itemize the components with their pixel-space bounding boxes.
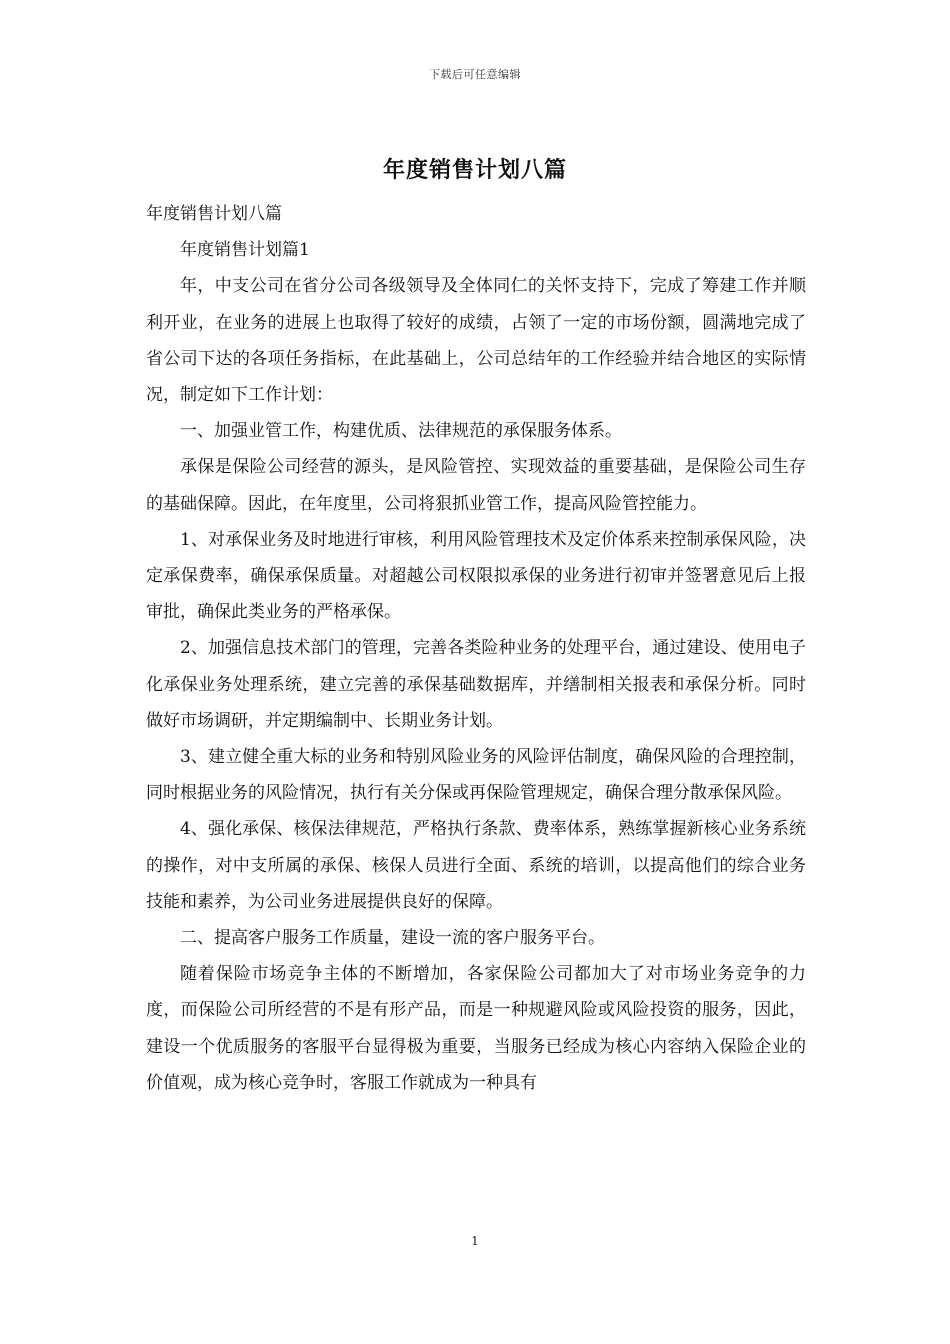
paragraph-subtitle: 年度销售计划八篇 — [146, 204, 282, 224]
header-note: 下载后可任意编辑 — [429, 68, 521, 81]
paragraph-item-1: 1、对承保业务及时地进行审核，利用风险管理技术及定价体系来控制承保风险，决定承保费率，确保承保质量。对超越公司权限拟承保的业务进行初审并签署意见后上报审批，确保此类业务的严格承保。 — [146, 529, 806, 623]
paragraph: 承保是保险公司经营的源头，是风险管控、实现效益的重要基础，是保险公司生存的基础保障。因此，在年度里，公司将狠抓业管工作，提高风险管控能力。 — [146, 457, 806, 514]
paragraph: 年，中支公司在省分公司各级领导及全体同仁的关怀支持下，完成了筹建工作并顺利开业，在业务的进展上也取得了较好的成绩，占领了一定的市场份额，圆满地完成了省公司下达的各项任务指标，在此基础上，公司总结年的工作经验并结合地区的实际情况，制定如下工作计划： — [146, 276, 806, 406]
paragraph-heading-2: 二、提高客户服务工作质量，建设一流的客户服务平台。 — [180, 928, 605, 949]
paragraph-item-4: 4、强化承保、核保法律规范，严格执行条款、费率体系，熟练掌握新核心业务系统的操作，对中支所属的承保、核保人员进行全面、系统的培训，以提高他们的综合业务技能和素养，为公司业务进展提供良好的保障。 — [146, 819, 806, 912]
paragraph: 随着保险市场竞争主体的不断增加，各家保险公司都加大了对市场业务竞争的力度，而保险公司所经营的不是有形产品，而是一种规避风险或风险投资的服务，因此，建设一个优质服务的客服平台显得极为重要，当服务已经成为核心内容纳入保险企业的价值观，成为核心竞争时，客服工作就成为一种具有 — [146, 964, 806, 1093]
paragraph-item-2: 2、加强信息技术部门的管理，完善各类险种业务的处理平台，通过建设、使用电子化承保业务处理系统，建立完善的承保基础数据库，并缮制相关报表和承保分析。同时做好市场调研，并定期编制中、长期业务计划。 — [146, 638, 806, 731]
page-number: 1 — [471, 1234, 479, 1248]
document-title: 年度销售计划八篇 — [382, 158, 567, 183]
paragraph-section-heading: 年度销售计划篇1 — [180, 240, 310, 261]
paragraph-heading-1: 一、加强业管工作，构建优质、法律规范的承保服务体系。 — [180, 421, 622, 442]
document-body — [146, 196, 806, 1101]
paragraph-item-3: 3、建立健全重大标的业务和特别风险业务的风险评估制度，确保风险的合理控制，同时根据业务的风险情况，执行有关分保或再保险管理规定，确保合理分散承保风险。 — [146, 747, 806, 804]
